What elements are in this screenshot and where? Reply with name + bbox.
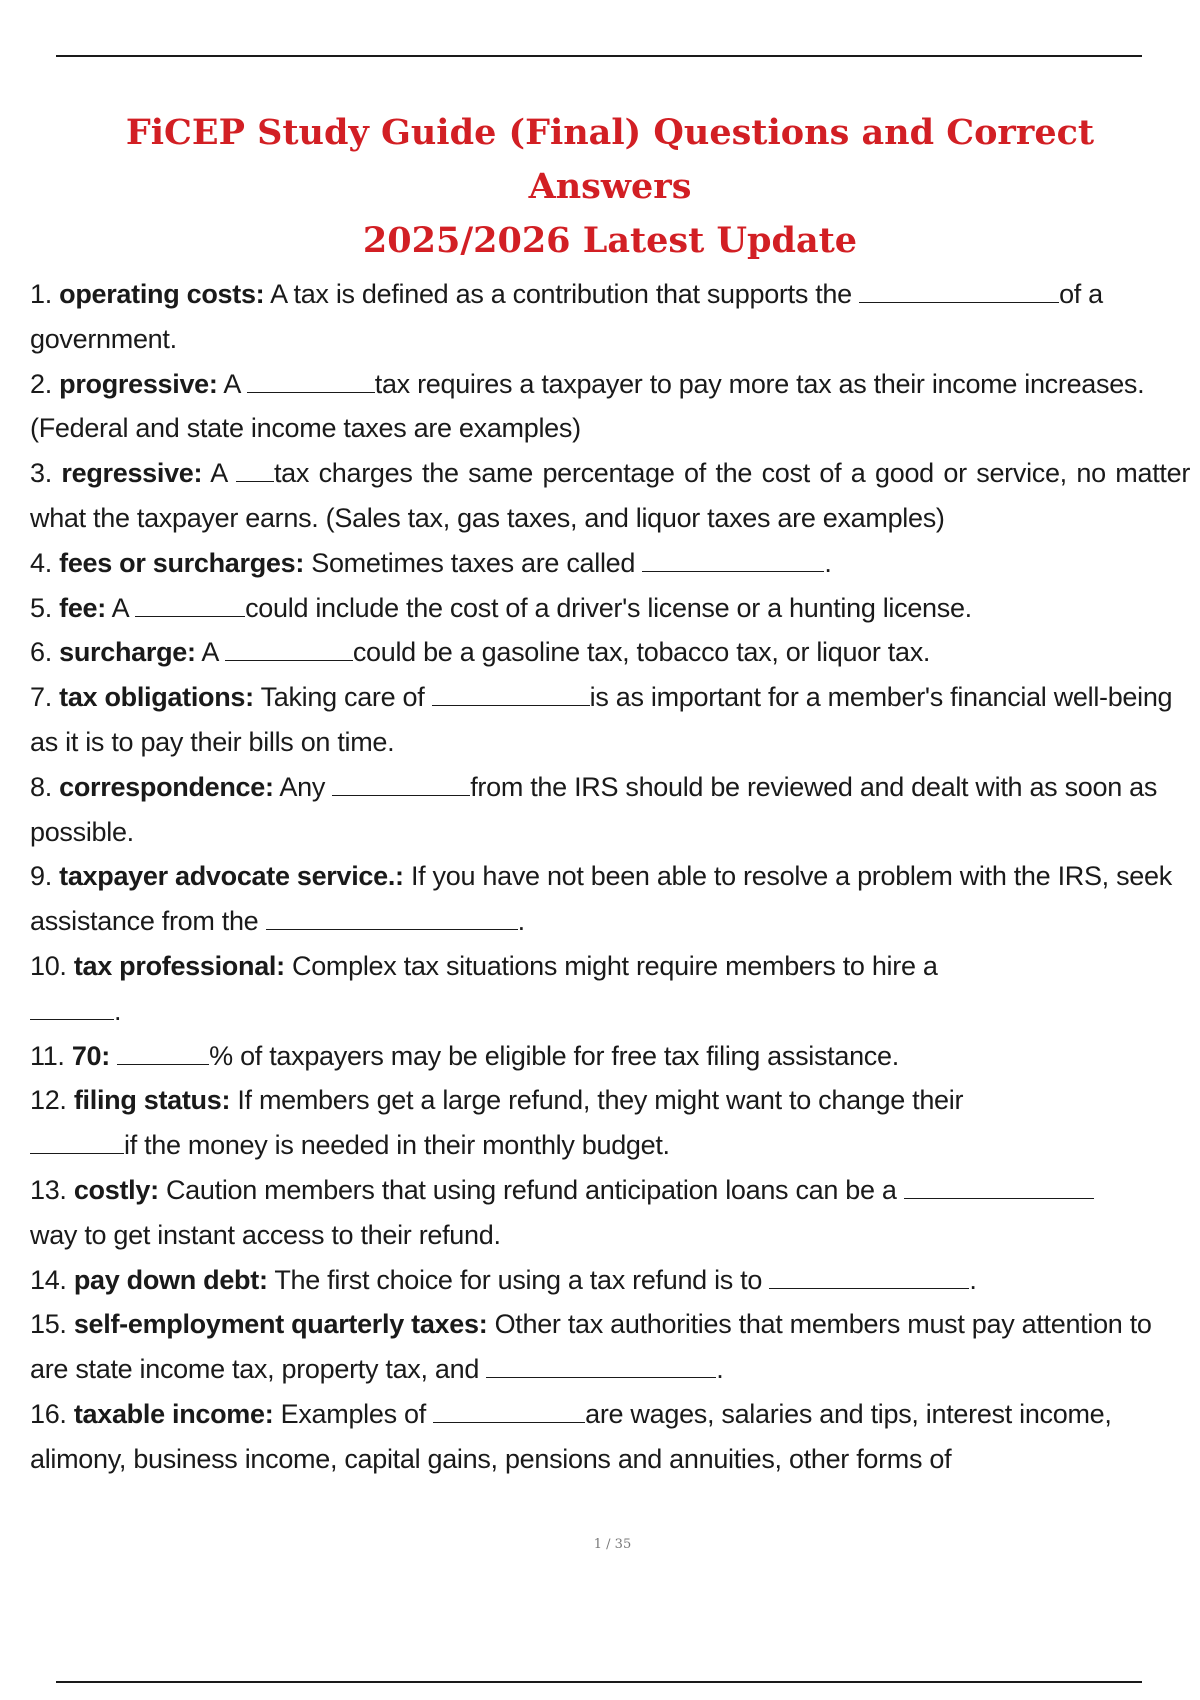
answer-blank (117, 1042, 209, 1065)
answer-blank (486, 1355, 716, 1378)
bottom-rule (56, 1681, 1142, 1683)
item-text-before: A tax is defined as a contribution that supports the (270, 279, 852, 309)
item-text-after: could include the cost of a driver's license or a hunting license. (245, 592, 972, 623)
title-line-2: 2025/2026 Latest Update (362, 220, 858, 261)
item-number: 8. (30, 771, 52, 802)
item-term: surcharge: (59, 637, 196, 668)
item-number: 10. (30, 950, 67, 981)
answer-blank (433, 1400, 585, 1423)
answer-blank (266, 907, 518, 930)
item-text-after: . (824, 547, 832, 578)
item-text-before: The first choice for using a tax refund is to (274, 1264, 763, 1295)
item-text-after: could be a gasoline tax, tobacco tax, or liquor tax. (352, 637, 931, 668)
item-text-before: A (210, 458, 227, 489)
item-term: fee: (59, 592, 106, 623)
list-item (30, 451, 1190, 541)
answer-blank (247, 370, 375, 393)
list-item (30, 675, 1190, 765)
item-term: taxable income: (73, 1398, 274, 1429)
item-text-after: if the money is needed in their monthly budget. (124, 1130, 670, 1161)
list-item (30, 272, 1190, 362)
answer-blank (30, 1131, 124, 1154)
question-list (30, 272, 1190, 1482)
item-text-after: tax requires a taxpayer to pay more tax as their income increases. (Federal and state income taxes are examples) (30, 368, 1145, 444)
item-number: 4. (30, 547, 52, 578)
item-number: 13. (30, 1174, 67, 1205)
item-text-after: . (114, 995, 122, 1026)
item-number: 2. (30, 368, 52, 399)
item-text-before: A (223, 368, 240, 399)
list-item (30, 1034, 1190, 1079)
item-text-after: . (969, 1264, 977, 1295)
item-text-after: % of taxpayers may be eligible for free tax filing assistance. (209, 1040, 899, 1071)
item-term: filing status: (73, 1085, 231, 1116)
item-number: 12. (30, 1085, 67, 1116)
item-number: 9. (30, 861, 52, 892)
item-text-before: Taking care of (260, 682, 425, 713)
title-line-1: FiCEP Study Guide (Final) Questions and Correct Answers (125, 112, 1095, 207)
item-text-after: of a government. (30, 279, 1103, 354)
list-item (30, 944, 1190, 1034)
answer-blank (904, 1176, 1094, 1199)
item-text-after: . (716, 1354, 724, 1385)
list-item (30, 541, 1190, 586)
item-text-after: from the IRS should be reviewed and dealt with as soon as possible. (30, 771, 1158, 847)
page-title (60, 106, 1160, 268)
item-term: regressive: (61, 458, 203, 489)
item-term: correspondence: (59, 771, 274, 802)
answer-blank (432, 683, 590, 706)
item-term: 70: (71, 1040, 110, 1071)
list-item (30, 1078, 1190, 1168)
answer-blank (135, 594, 245, 617)
item-text-after: . (517, 906, 525, 937)
item-term: fees or surcharges: (59, 547, 305, 578)
item-text-before: A (201, 637, 218, 668)
list-item (30, 1302, 1190, 1392)
item-text-before: Other tax authorities that members must pay attention to are state income tax, property tax, and (30, 1309, 1152, 1385)
item-text-after: way to get instant access to their refund. (30, 1219, 501, 1250)
list-item (30, 854, 1190, 944)
item-number: 15. (30, 1309, 67, 1340)
item-text-after: are wages, salaries and tips, interest income, alimony, business income, capital gains, pensions and annuities, other forms of (30, 1398, 1112, 1474)
item-term: pay down debt: (73, 1264, 268, 1295)
list-item (30, 586, 1190, 631)
answer-blank (30, 997, 114, 1020)
item-number: 5. (30, 592, 52, 623)
item-term: costly: (73, 1174, 159, 1205)
item-text-after: tax charges the same percentage of the cost of a good or service, no matter what the taxpayer earns. (Sales tax, gas taxes, and liquor taxes are examples) (30, 458, 1191, 533)
item-term: progressive: (59, 368, 218, 399)
item-term: operating costs: (59, 279, 265, 309)
answer-blank (236, 459, 274, 482)
item-text-before: Any (279, 771, 326, 802)
item-text-before: A (111, 592, 128, 623)
item-text-before: If you have not been able to resolve a problem with the IRS, seek assistance from the (30, 861, 1172, 937)
answer-blank (225, 638, 353, 661)
list-item (30, 1168, 1190, 1258)
item-term: self-employment quarterly taxes: (73, 1309, 488, 1340)
item-number: 6. (30, 637, 52, 668)
list-item (30, 1258, 1190, 1303)
item-number: 16. (30, 1398, 67, 1429)
list-item (30, 362, 1190, 452)
list-item (30, 1392, 1190, 1482)
answer-blank (332, 773, 470, 796)
list-item (30, 765, 1190, 855)
item-text-after: is as important for a member's financial well-being as it is to pay their bills on time. (30, 682, 1173, 757)
item-term: tax professional: (73, 950, 285, 981)
item-text-before: If members get a large refund, they might want to change their (237, 1085, 964, 1116)
list-item (30, 630, 1190, 675)
answer-blank (642, 549, 824, 572)
item-number: 1. (30, 279, 52, 309)
item-text-before: Sometimes taxes are called (311, 547, 636, 578)
item-text-before: Examples of (280, 1398, 426, 1429)
answer-blank (769, 1266, 969, 1289)
item-number: 3. (30, 458, 52, 489)
answer-blank (859, 280, 1059, 303)
item-text-before: Caution members that using refund anticipation loans can be a (165, 1174, 897, 1205)
page-number: 1 / 35 (593, 1537, 632, 1552)
item-number: 14. (30, 1264, 67, 1295)
item-number: 11. (30, 1040, 65, 1071)
item-number: 7. (30, 682, 52, 713)
item-text-before: Complex tax situations might require members to hire a (292, 950, 938, 981)
item-term: tax obligations: (59, 682, 254, 713)
top-rule (56, 55, 1142, 57)
item-term: taxpayer advocate service.: (59, 861, 404, 892)
